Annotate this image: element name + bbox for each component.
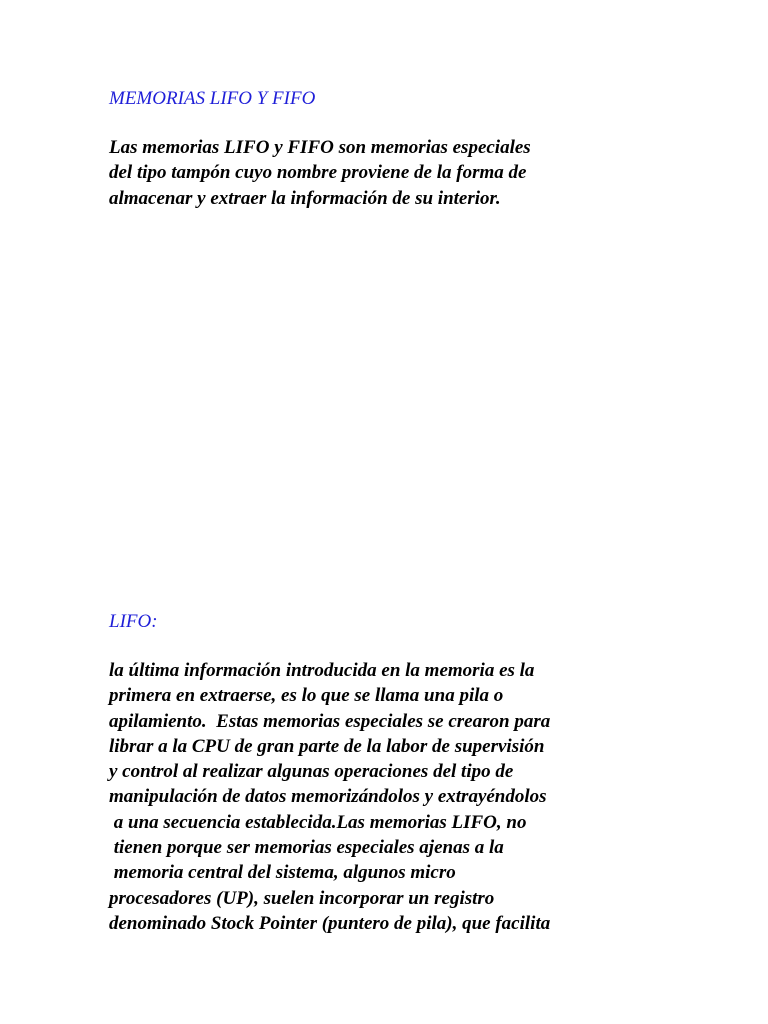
page-title: MEMORIAS LIFO Y FIFO: [109, 88, 316, 109]
lifo-line: denominado Stock Pointer (puntero de pila), que facilita: [109, 912, 551, 934]
lifo-line: memoria central del sistema, algunos micro: [109, 862, 456, 884]
intro-paragraph: [109, 135, 531, 211]
intro-line: Las memorias LIFO y FIFO son memorias especiales: [109, 137, 531, 158]
lifo-heading: LIFO:: [109, 611, 158, 632]
lifo-line: a una secuencia establecida.Las memorias LIFO, no: [109, 811, 527, 833]
lifo-line: primera en extraerse, es lo que se llama una pila o: [109, 685, 504, 707]
lifo-line: procesadores (UP), suelen incorporar un registro: [109, 887, 495, 909]
lifo-line: y control al realizar algunas operaciones del tipo de: [109, 761, 514, 783]
lifo-line: apilamiento. Estas memorias especiales se crearon para: [109, 710, 551, 732]
lifo-paragraph: [109, 658, 550, 936]
lifo-line: librar a la CPU de gran parte de la labor de supervisión: [109, 735, 545, 757]
lifo-line: la última información introducida en la memoria es la: [109, 660, 535, 681]
intro-line: del tipo tampón cuyo nombre proviene de la forma de: [109, 162, 527, 184]
lifo-line: tienen porque ser memorias especiales ajenas a la: [109, 837, 504, 859]
lifo-line: manipulación de datos memorizándolos y extrayéndolos: [109, 786, 547, 808]
intro-line: almacenar y extraer la información de su interior.: [109, 187, 501, 209]
